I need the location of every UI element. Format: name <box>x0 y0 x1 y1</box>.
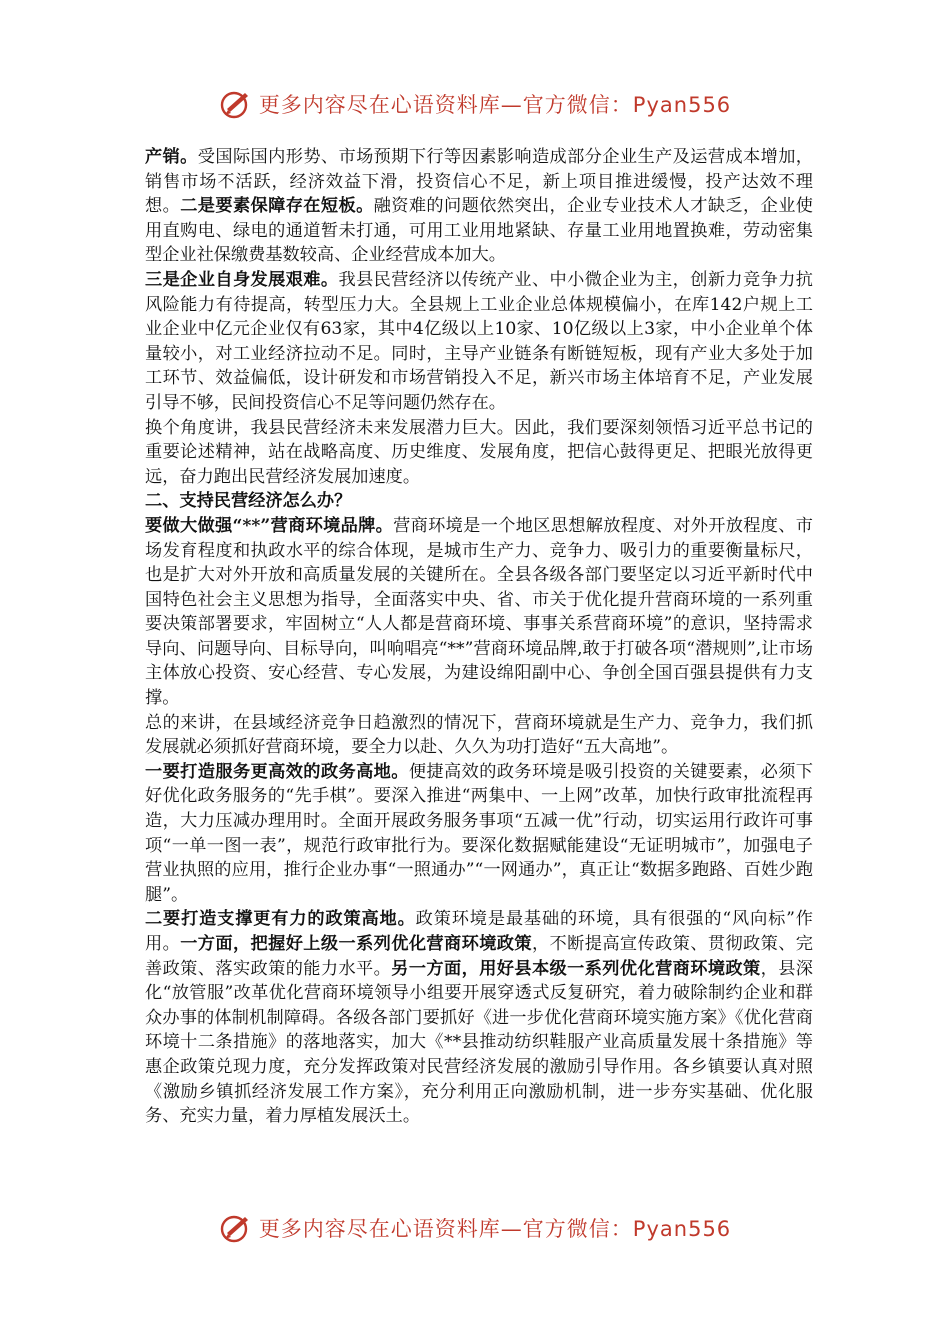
paragraph-text: 便捷高效的政务环境是吸引投资的关键要素，必须下好优化政务服务的“先手棋”。要深入推进“两集中、一上网”改革，加快行政审批流程再造，大力压减办理用时。全面开展政务服务事项“五减一优”行动，切实运用行政许可事项“一单一图一表”，规范行政审批行为。要深化数据赋能建设“无证明城市”，加强电子营业执照的应用，推行企业办事“一照通办”“一网通办”，真正让“数据多跑路、百姓少跑腿”。 <box>145 761 813 905</box>
section-heading <box>145 489 813 514</box>
bold-phrase: 一方面，把握好上级一系列优化营商环境政策 <box>180 934 532 954</box>
bold-heading: 要做大做强“**”营商环境品牌。 <box>145 515 394 536</box>
paragraph-6 <box>145 760 813 908</box>
bold-phrase: 另一方面，用好县本级一系列优化营商环境政策 <box>391 958 761 979</box>
bold-heading: 二是要素保障存在短板。 <box>180 196 374 217</box>
paragraph-1 <box>145 145 813 268</box>
document-body <box>145 145 813 1129</box>
bold-heading: 二要打造支撑更有力的政策高地。 <box>145 909 416 930</box>
section-title: 二、支持民营经济怎么办？ <box>145 491 352 512</box>
bold-lead: 产销。 <box>145 147 198 167</box>
paragraph-text: 融资难的问题依然突出，企业专业技术人才缺乏，企业使用直购电、绿电的通道暂未打通，可用工业用地紧缺、存量工业用地置换难，劳动密集型企业社保缴费基数较高、企业经营成本加大。 <box>145 196 813 266</box>
paragraph-text: 受国际国内形势、市场预期下行等因素影响造成部分企业生产及运营成本增加，销售市场不活跃，经济效益下滑，投资信心不足，新上项目推进缓慢，投产达效不理想。 <box>145 147 813 217</box>
bold-heading: 一要打造服务更高效的政务高地。 <box>145 761 409 782</box>
paragraph-3 <box>145 416 813 490</box>
paragraph-text: ，不断提高宣传政策、贯彻政策、完善政策、落实政策的能力水平。 <box>145 934 813 979</box>
pen-circle-logo-icon <box>219 87 253 121</box>
pen-circle-logo-icon <box>219 1211 253 1245</box>
paragraph-4 <box>145 514 813 711</box>
header-banner-text: 更多内容尽在心语资料库—官方微信：Pyan556 <box>258 93 732 117</box>
header-banner <box>0 84 950 124</box>
paragraph-2 <box>145 268 813 416</box>
footer-banner <box>0 1208 950 1248</box>
paragraph-text: 我县民营经济以传统产业、中小微企业为主，创新力竞争力抗风险能力有待提高，转型压力大。全县规上工业企业总体规模偏小，在库142户规上工业企业中亿元企业仅有63家，其中4亿级以上10家、10亿级以上3家，中小企业单个体量较小，对工业经济拉动不足。同时，主导产业链条有断链短板，现有产业大多处于加工环节、效益偏低，设计研发和市场营销投入不足，新兴市场主体培育不足，产业发展引导不够，民间投资信心不足等问题仍然存在。 <box>145 269 813 413</box>
paragraph-text: 营商环境是一个地区思想解放程度、对外开放程度、市场发育程度和执政水平的综合体现，是城市生产力、竞争力、吸引力的重要衡量标尺，也是扩大对外开放和高质量发展的关键所在。全县各级各部门要坚定以习近平新时代中国特色社会主义思想为指导，全面落实中央、省、市关于优化提升营商环境的一系列重要决策部署要求，牢固树立“人人都是营商环境、事事关系营商环境”的意识，坚持需求导向、问题导向、目标导向，叫响唱亮“**”营商环境品牌,敢于打破各项“潜规则”,让市场主体放心投资、安心经营、专心发展，为建设绵阳副中心、争创全国百强县提供有力支撑。 <box>145 515 813 709</box>
paragraph-text: 换个角度讲，我县民营经济未来发展潜力巨大。因此，我们要深刻领悟习近平总书记的重要论述精神，站在战略高度、历史维度、发展角度，把信心鼓得更足、把眼光放得更远，奋力跑出民营经济发展加速度。 <box>145 417 813 487</box>
paragraph-text: 总的来讲，在县域经济竞争日趋激烈的情况下，营商环境就是生产力、竞争力，我们抓发展就必须抓好营商环境，要全力以赴、久久为功打造好“五大高地”。 <box>145 712 813 758</box>
paragraph-7 <box>145 907 813 1128</box>
paragraph-text: ，县深化“放管服”改革优化营商环境领导小组要开展穿透式反复研究，着力破除制约企业和群众办事的体制机制障碍。各级各部门要抓好《进一步优化营商环境实施方案》《优化营商环境十二条措施》的落地落实，加大《**县推动纺织鞋服产业高质量发展十条措施》等惠企政策兑现力度，充分发挥政策对民营经济发展的激励引导作用。各乡镇要认真对照《激励乡镇抓经济发展工作方案》，充分利用正向激励机制，进一步夯实基础、优化服务、充实力量，着力厚植发展沃土。 <box>145 958 813 1127</box>
footer-banner-text: 更多内容尽在心语资料库—官方微信：Pyan556 <box>258 1217 732 1241</box>
paragraph-5 <box>145 711 813 760</box>
bold-heading: 三是企业自身发展艰难。 <box>145 269 339 290</box>
paragraph-text: 政策环境是最基础的环境，具有很强的“风向标”作用。 <box>145 909 813 954</box>
